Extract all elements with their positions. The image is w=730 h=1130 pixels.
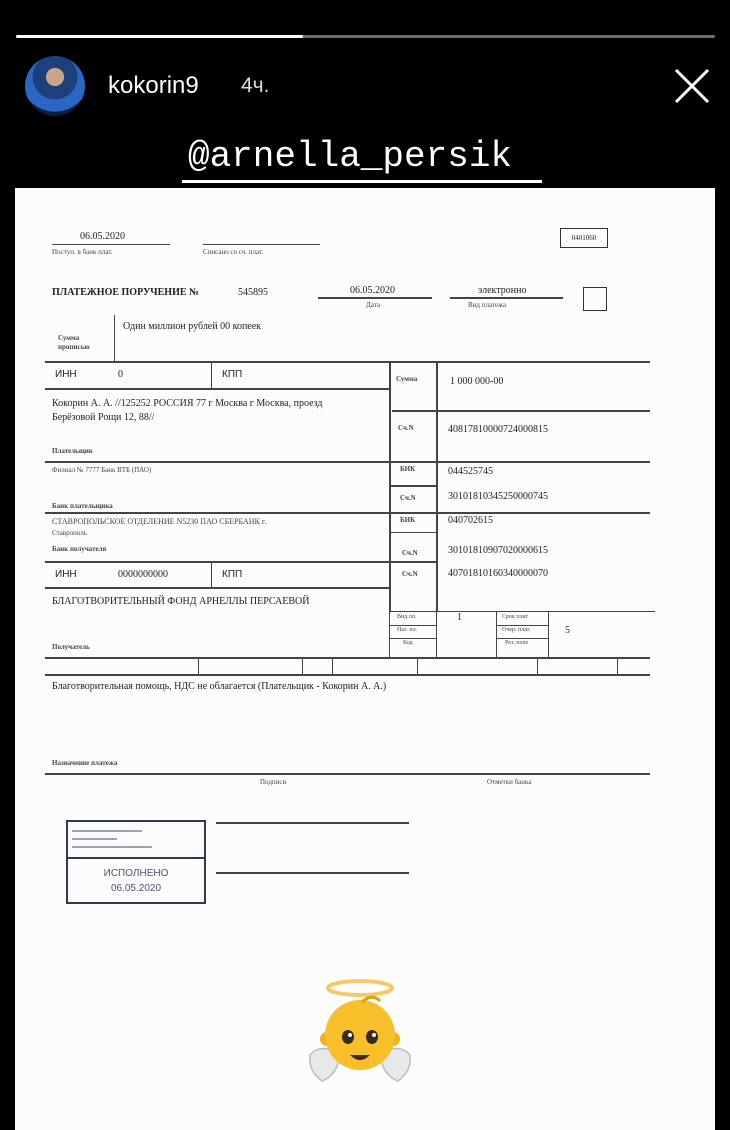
payer-bank: Филиал № 7777 Банк ВТБ (ПАО) (52, 466, 152, 474)
amount-words: Один миллион рублей 00 копеек (123, 321, 262, 332)
payer-bank-account-label: Сч.N (400, 494, 416, 502)
priority-label: Очер. плат. (502, 627, 531, 633)
payer-account-label: Сч.N (398, 424, 414, 432)
payment-type-label: Вид платежа (468, 301, 507, 309)
payer-address-2: Берёзовой Рощи 12, 88// (52, 412, 155, 423)
document-date: 06.05.2020 (350, 285, 395, 296)
payer-address-1: Кокорин А. А. //125252 РОССИЯ 77 г Москва г Москва, проезд (52, 398, 323, 409)
term-label: Срок плат. (502, 614, 529, 620)
stamp-status: ИСПОЛНЕНО (103, 868, 169, 879)
signatures-label: Подписи (260, 778, 287, 786)
purpose-label: Назначение платежа (52, 759, 118, 767)
payer-inn: 0 (118, 369, 123, 380)
amount-label: Сумма (396, 375, 418, 383)
payee-bik-label: БИК (400, 516, 416, 524)
payee-account: 40701810160340000070 (448, 568, 548, 579)
payer-bik: 044525745 (448, 466, 493, 477)
payer-account: 40817810000724000815 (448, 424, 548, 435)
payment-type: электронно (478, 285, 527, 296)
payee-name: БЛАГОТВОРИТЕЛЬНЫЙ ФОНД АРНЕЛЛЫ ПЕРСАЕВОЙ (52, 596, 310, 607)
payer-bank-label: Банк плательщика (52, 502, 113, 510)
avatar[interactable] (25, 56, 85, 116)
payer-kpp-label: КПП (222, 369, 243, 380)
payee-inn-label: ИНН (55, 569, 77, 580)
checkbox (583, 287, 607, 311)
form-code: 0401060 (560, 228, 608, 248)
bank-marks-label: Отметки банка (487, 778, 532, 786)
mention-underline (182, 180, 542, 183)
payer-label: Плательщик (52, 447, 93, 455)
username[interactable]: kokorin9 (108, 72, 199, 99)
priority: 5 (565, 625, 570, 636)
payee-kpp-label: КПП (222, 569, 243, 580)
received-label: Поступ. в банк плат. (52, 248, 113, 256)
stamp-date: 06.05.2020 (110, 883, 162, 894)
payee-bank-account: 30101810907020000615 (448, 545, 548, 556)
date-label: Дата (366, 301, 380, 309)
payer-bik-label: БИК (400, 465, 416, 473)
close-icon[interactable] (672, 66, 712, 106)
bank-stamp (66, 820, 206, 904)
op-type-label: Вид оп. (397, 614, 417, 620)
amount: 1 000 000-00 (450, 376, 504, 387)
payee-bank-1: СТАВРОПОЛЬСКОЕ ОТДЕЛЕНИЕ N5230 ПАО СБЕРБАНК г. (52, 517, 267, 526)
payee-account-label: Сч.N (402, 570, 418, 578)
document-title: ПЛАТЕЖНОЕ ПОРУЧЕНИЕ № (52, 287, 200, 298)
payee-inn: 0000000000 (118, 569, 168, 580)
purpose-code-label: Наз. пл. (397, 627, 418, 633)
mention-sticker[interactable]: @arnella_persik (187, 136, 513, 177)
reserve-label: Рез. поле (505, 640, 529, 646)
baby-angel-emoji-icon[interactable] (300, 975, 420, 1095)
payment-purpose: Благотворительная помощь, НДС не облагается (Плательщик - Кокорин А. А.) (52, 681, 387, 692)
time-ago: 4ч. (241, 74, 270, 97)
amount-words-label: Сумма прописью (58, 334, 90, 351)
payer-bank-account: 30101810345250000745 (448, 491, 548, 502)
code-label: Код (403, 640, 413, 646)
payee-bank-2: Ставрополь (52, 529, 87, 537)
received-date: 06.05.2020 (80, 231, 125, 242)
story-progress-bar (16, 35, 715, 38)
payee-label: Получатель (52, 643, 90, 651)
document-number: 545895 (238, 287, 268, 298)
op-type: 1 (457, 612, 462, 623)
payee-bank-account-label: Сч.N (402, 549, 418, 557)
story-progress-fill (16, 35, 303, 38)
debited-label: Списано со сч. плат. (203, 248, 264, 256)
payee-bank-label: Банк получателя (52, 545, 107, 553)
payer-inn-label: ИНН (55, 369, 77, 380)
payee-bik: 040702615 (448, 515, 493, 526)
